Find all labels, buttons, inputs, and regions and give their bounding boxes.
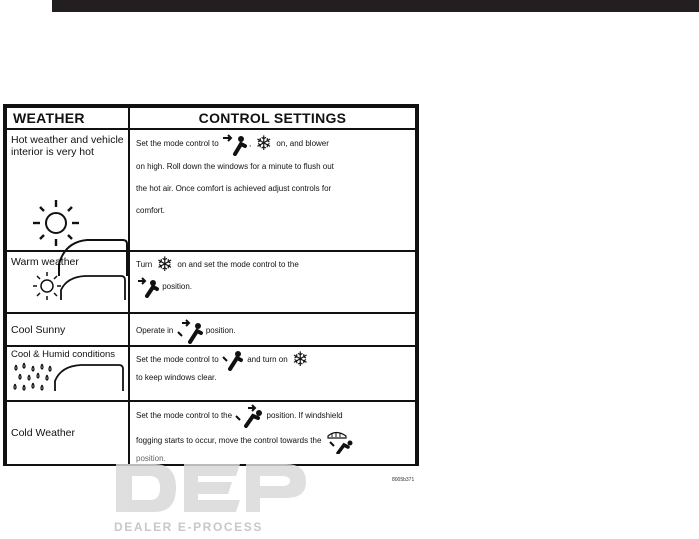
watermark-text: DEALER E-PROCESS bbox=[114, 520, 263, 534]
control-cell: Set the mode control to , ❄ on, and blower on high. Roll down the windows for a minute to flush out the hot air. Once comfort is achieved adjust controls for comfort. bbox=[129, 129, 416, 251]
car-windshield-icon bbox=[59, 274, 127, 302]
weather-label: Cold Weather bbox=[11, 427, 76, 439]
climate-control-table bbox=[3, 104, 419, 466]
header-weather: WEATHER bbox=[6, 107, 129, 129]
table-row bbox=[6, 251, 416, 313]
weather-cell bbox=[6, 401, 129, 465]
top-bar bbox=[52, 0, 699, 12]
figure-code: 8005b371 bbox=[392, 477, 415, 483]
weather-cell bbox=[6, 251, 129, 313]
table-row bbox=[6, 129, 416, 251]
car-windshield-icon bbox=[53, 363, 125, 393]
weather-cell bbox=[6, 346, 129, 401]
header-control-settings: CONTROL SETTINGS bbox=[129, 107, 416, 129]
control-cell: Set the mode control to the position. If windshield fogging starts to occur, move the control towards the position. bbox=[129, 401, 416, 465]
control-cell: Set the mode control to and turn on ❄ to keep windows clear. bbox=[129, 346, 416, 401]
vent-mode-icon bbox=[136, 276, 160, 298]
table-row bbox=[6, 346, 416, 401]
vent-mode-icon bbox=[221, 132, 249, 156]
rain-drops-icon bbox=[11, 361, 55, 397]
weather-cell bbox=[6, 313, 129, 346]
vent-mode-icon bbox=[234, 404, 264, 428]
snowflake-icon: ❄ bbox=[291, 349, 309, 371]
vent-mode-icon bbox=[176, 318, 204, 344]
table-row bbox=[6, 401, 416, 465]
control-cell: Operate in position. bbox=[129, 313, 416, 346]
snowflake-icon: ❄ bbox=[255, 133, 273, 155]
weather-label: Cool Sunny bbox=[11, 323, 66, 336]
weather-label: Hot weather and vehicle interior is very hot bbox=[11, 134, 124, 158]
weather-cell bbox=[6, 129, 129, 251]
vent-mode-icon bbox=[221, 349, 245, 371]
snowflake-icon: ❄ bbox=[156, 253, 174, 276]
weather-label: Warm weather bbox=[11, 256, 79, 268]
control-cell: Turn ❄ on and set the mode control to the position. bbox=[129, 251, 416, 313]
table-row bbox=[6, 313, 416, 346]
weather-label: Cool & Humid conditions bbox=[11, 349, 116, 360]
defrost-icon bbox=[324, 428, 354, 454]
